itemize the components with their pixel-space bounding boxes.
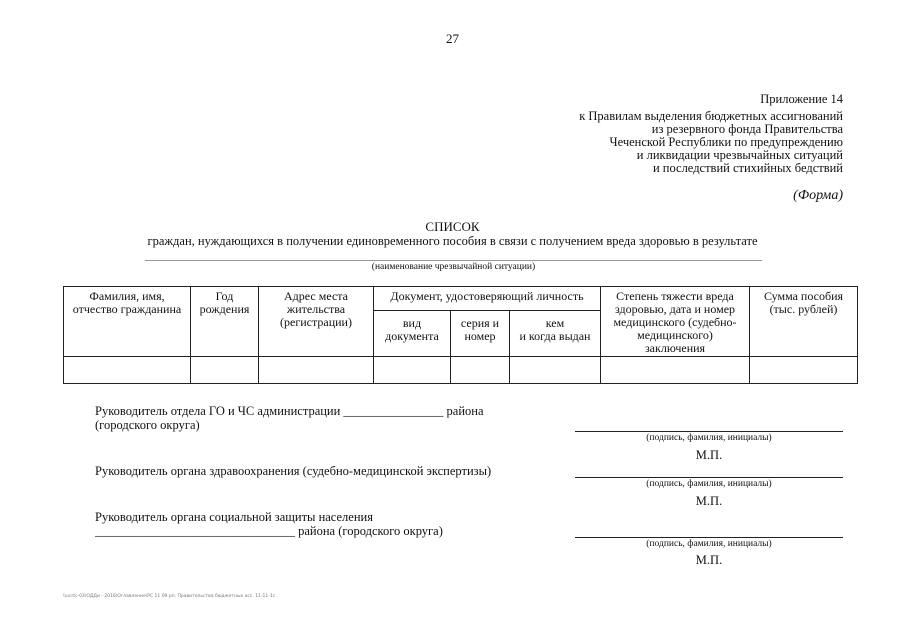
stamp-place: М.П. (695, 553, 723, 567)
signature-health-label: Руководитель органа здравоохранения (судебно-медицинской экспертизы) (95, 464, 492, 478)
form-label: (Форма) (793, 188, 843, 203)
signature-line (575, 431, 843, 432)
emergency-name-line (145, 260, 762, 261)
header-benefit-sum: Сумма пособия (тыс. рублей) (750, 287, 858, 357)
header-address: Адрес места жительства (регистрации) (259, 287, 374, 357)
header-health-damage: Степень тяжести вреда здоровью, дата и номер медицинского (судебно- медицинского) заключения (601, 287, 750, 357)
table-cell (601, 357, 750, 384)
table-row (64, 357, 858, 384)
rules-line: и последствий стихийных бедствий (652, 161, 843, 175)
table-cell (374, 357, 451, 384)
table-cell (259, 357, 374, 384)
table-cell (510, 357, 601, 384)
document-title: СПИСОК (425, 219, 480, 234)
emergency-caption: (наименование чрезвычайной ситуации) (371, 262, 536, 272)
header-birth-year: Год рождения (191, 287, 259, 357)
signature-social-label: Руководитель органа социальной защиты населения ________________________________ района (городского округа) (95, 510, 443, 538)
rules-line: и ликвидации чрезвычайных ситуаций (636, 148, 843, 162)
rules-line: из резервного фонда Правительства (651, 122, 843, 136)
header-doc-type: вид документа (374, 310, 451, 356)
header-identity-document: Документ, удостоверяющий личность (374, 287, 601, 311)
signature-caption: (подпись, фамилия, инициалы) (646, 539, 772, 549)
signature-go-chs-label: Руководитель отдела ГО и ЧС администрации ________________ района (городского округа) (95, 404, 484, 432)
signature-line (575, 537, 843, 538)
stamp-place: М.П. (695, 448, 723, 462)
table-cell (750, 357, 858, 384)
document-subtitle: граждан, нуждающихся в получении единовременного пособия в связи с получением вреда здоровью в результате (147, 234, 758, 248)
citizens-table (63, 286, 858, 384)
signature-caption: (подпись, фамилия, инициалы) (646, 479, 772, 489)
header-doc-issued: кем и когда выдан (510, 310, 601, 356)
stamp-place: М.П. (695, 494, 723, 508)
page-number: 27 (446, 31, 459, 46)
rules-line: к Правилам выделения бюджетных ассигнований (579, 109, 843, 123)
signature-caption: (подпись, фамилия, инициалы) (646, 433, 772, 443)
appendix-label: Приложение 14 (760, 92, 843, 106)
header-full-name: Фамилия, имя, отчество гражданина (64, 287, 191, 357)
signature-line (575, 477, 843, 478)
table-cell (64, 357, 191, 384)
file-path-footer: \\ucrtc-03\ОДДи - 2016\Оглавление\РС 11 09 рп. Правительства бюджетных асс. 11-11-1с (63, 594, 276, 599)
rules-line: Чеченской Республики по предупреждению (609, 135, 843, 149)
table-cell (191, 357, 259, 384)
header-doc-series: серия и номер (451, 310, 510, 356)
rules-reference (513, 110, 843, 175)
table-cell (451, 357, 510, 384)
